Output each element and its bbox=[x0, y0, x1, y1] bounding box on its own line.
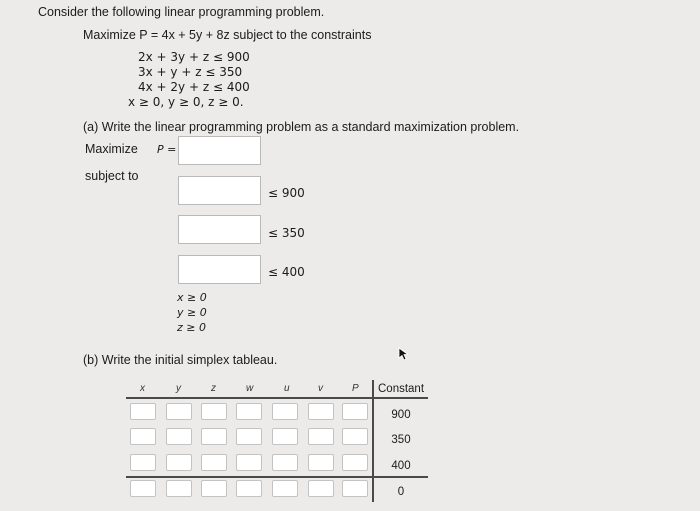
y-nonneg: y ≥ 0 bbox=[177, 306, 207, 319]
part-b-prompt: (b) Write the initial simplex tableau. bbox=[83, 353, 278, 367]
tableau-cell-r2-c5[interactable] bbox=[272, 428, 298, 445]
constraint-3-input[interactable] bbox=[178, 255, 261, 284]
tableau-cell-r4-c5[interactable] bbox=[272, 480, 298, 497]
constant-4: 0 bbox=[397, 486, 405, 498]
tableau-cell-r3-c2[interactable] bbox=[166, 454, 192, 471]
tableau-cell-r2-c6[interactable] bbox=[308, 428, 334, 445]
header-y: y bbox=[176, 383, 181, 394]
objective-line: Maximize P = 4x + 5y + 8z subject to the constraints bbox=[83, 28, 372, 42]
subject-to-label: subject to bbox=[85, 169, 139, 183]
header-constant: Constant bbox=[378, 383, 425, 395]
x-nonneg: x ≥ 0 bbox=[177, 291, 207, 304]
header-v: v bbox=[318, 383, 323, 394]
tableau-cell-r2-c3[interactable] bbox=[201, 428, 227, 445]
header-p: P bbox=[352, 383, 359, 394]
tableau-cell-r4-c7[interactable] bbox=[342, 480, 368, 497]
tableau-cell-r4-c1[interactable] bbox=[130, 480, 156, 497]
tableau-cell-r3-c6[interactable] bbox=[308, 454, 334, 471]
header-w: w bbox=[246, 383, 254, 394]
z-nonneg: z ≥ 0 bbox=[177, 321, 206, 334]
header-u: u bbox=[284, 383, 290, 394]
tableau-cell-r4-c2[interactable] bbox=[166, 480, 192, 497]
tableau-cell-r2-c1[interactable] bbox=[130, 428, 156, 445]
intro-text: Consider the following linear programming problem. bbox=[38, 5, 325, 19]
tableau-cell-r3-c4[interactable] bbox=[236, 454, 262, 471]
nonnegativity-constraints: x ≥ 0, y ≥ 0, z ≥ 0. bbox=[128, 95, 244, 109]
p-equals-label: P = bbox=[157, 143, 177, 156]
header-rule bbox=[126, 397, 428, 399]
tableau-cell-r4-c6[interactable] bbox=[308, 480, 334, 497]
tableau-cell-r1-c6[interactable] bbox=[308, 403, 334, 420]
tableau-cell-r1-c1[interactable] bbox=[130, 403, 156, 420]
tableau-cell-r1-c5[interactable] bbox=[272, 403, 298, 420]
constraint-1-rhs: ≤ 900 bbox=[268, 186, 305, 200]
constraint-1: 2x + 3y + z ≤ 900 bbox=[138, 50, 250, 64]
constraint-2-input[interactable] bbox=[178, 215, 261, 244]
mouse-pointer-icon bbox=[397, 347, 411, 361]
tableau-cell-r4-c4[interactable] bbox=[236, 480, 262, 497]
tableau-cell-r1-c3[interactable] bbox=[201, 403, 227, 420]
tableau-cell-r3-c3[interactable] bbox=[201, 454, 227, 471]
constraint-3: 4x + 2y + z ≤ 400 bbox=[138, 80, 250, 94]
constraint-3-rhs: ≤ 400 bbox=[268, 265, 305, 279]
constant-3: 400 bbox=[391, 460, 411, 472]
objective-input[interactable] bbox=[178, 136, 261, 165]
constant-2: 350 bbox=[391, 434, 411, 446]
constraint-2: 3x + y + z ≤ 350 bbox=[138, 65, 243, 79]
tableau-cell-r2-c7[interactable] bbox=[342, 428, 368, 445]
tableau-cell-r1-c7[interactable] bbox=[342, 403, 368, 420]
tableau-cell-r3-c5[interactable] bbox=[272, 454, 298, 471]
tableau-cell-r1-c4[interactable] bbox=[236, 403, 262, 420]
tableau-cell-r1-c2[interactable] bbox=[166, 403, 192, 420]
tableau-cell-r3-c1[interactable] bbox=[130, 454, 156, 471]
objective-row-rule bbox=[126, 476, 428, 478]
constraint-2-rhs: ≤ 350 bbox=[268, 226, 305, 240]
constant-1: 900 bbox=[391, 409, 411, 421]
header-x: x bbox=[140, 383, 145, 394]
tableau-cell-r3-c7[interactable] bbox=[342, 454, 368, 471]
tableau-cell-r2-c2[interactable] bbox=[166, 428, 192, 445]
header-z: z bbox=[211, 383, 216, 394]
part-a-prompt: (a) Write the linear programming problem as a standard maximization problem. bbox=[83, 120, 520, 134]
tableau-cell-r4-c3[interactable] bbox=[201, 480, 227, 497]
tableau-cell-r2-c4[interactable] bbox=[236, 428, 262, 445]
maximize-label: Maximize bbox=[85, 142, 138, 156]
constraint-1-input[interactable] bbox=[178, 176, 261, 205]
